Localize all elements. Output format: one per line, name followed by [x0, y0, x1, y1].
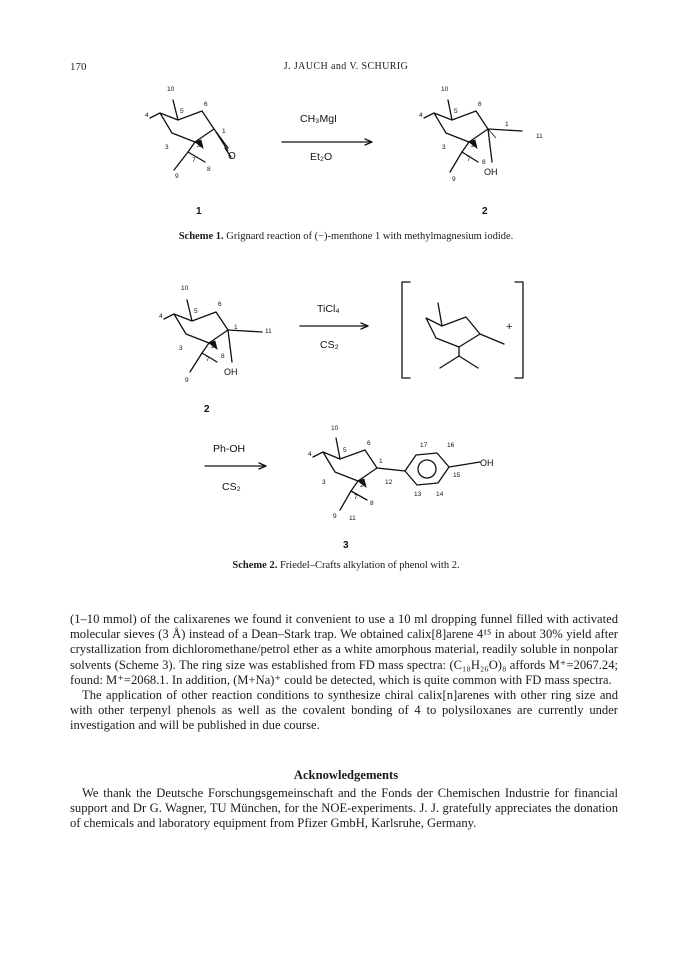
compound-number: 2: [204, 404, 210, 415]
atom-label: 5: [180, 108, 184, 115]
atom-label: 10: [331, 425, 339, 432]
hydroxyl-label: OH: [484, 167, 498, 177]
carbocation-structure: [426, 303, 504, 368]
paragraph: We thank the Deutsche Forschungsgemeinschaft and the Fonds der Chemischen Industrie for financial support and Dr G. Wagner, TU München, for the NOE-experiments. J. J. gratefully appreciates the donation of chemicals and laboratory equipment from Pfizer GmbH, Karlsruhe, Germany.: [70, 786, 618, 831]
atom-label: 6: [367, 440, 371, 447]
methylmenthol-structure: [424, 100, 522, 172]
hydroxyl-label: OH: [480, 458, 494, 468]
reagent-label: CS₂: [222, 481, 241, 493]
atom-label: 9: [452, 176, 456, 183]
cation-charge: +: [506, 321, 513, 333]
atom-label: 17: [420, 442, 428, 449]
reagent-label: TiCl₄: [317, 303, 340, 315]
oxygen-label: O: [228, 151, 236, 162]
compound-number: 1: [196, 206, 202, 217]
atom-label: 2: [471, 142, 475, 149]
atom-label: 11: [349, 515, 356, 522]
atom-label: 15: [453, 472, 461, 479]
scheme-2-caption: Scheme 2. Friedel–Crafts alkylation of phenol with 2.: [232, 560, 460, 571]
compound-2-structure: [164, 300, 262, 372]
atom-label: 7: [206, 356, 210, 363]
atom-label: 13: [414, 491, 422, 498]
atom-label: 8: [370, 500, 374, 507]
left-bracket: [402, 282, 410, 378]
atom-label: 6: [218, 301, 222, 308]
running-head: J. JAUCH and V. SCHURIG: [283, 61, 409, 72]
atom-label: 12: [385, 479, 393, 486]
body-text: [70, 612, 618, 734]
scheme-1-caption: Scheme 1. Grignard reaction of (−)-menthone 1 with methylmagnesium iodide.: [178, 231, 514, 242]
atom-label: 4: [419, 112, 423, 119]
atom-label: 2: [211, 343, 215, 350]
atom-label: 4: [145, 112, 149, 119]
menthone-structure: [150, 100, 231, 170]
atom-label: 8: [207, 166, 211, 173]
compound-number: 3: [343, 540, 349, 551]
atom-label: 5: [194, 308, 198, 315]
reagent-label: CH₃MgI: [300, 113, 337, 125]
atom-label: 14: [436, 491, 444, 498]
reagent-label: CS₂: [320, 339, 339, 351]
atom-label: 1: [222, 128, 226, 135]
atom-label: 9: [175, 173, 179, 180]
atom-label: 1: [379, 458, 383, 465]
atom-label: 11: [536, 133, 543, 140]
atom-label: 5: [343, 447, 347, 454]
reagent-label: Et₂O: [310, 151, 333, 163]
atom-label: 7: [192, 157, 196, 164]
atom-label: 6: [204, 101, 208, 108]
atom-label: 3: [165, 144, 169, 151]
atom-label: 8: [221, 353, 225, 360]
hydroxyl-label: OH: [224, 367, 238, 377]
atom-label: 7: [354, 494, 358, 501]
atom-label: 10: [181, 285, 189, 292]
atom-label: 10: [167, 86, 175, 93]
atom-label: 8: [482, 159, 486, 166]
compound-number: 2: [482, 206, 488, 217]
atom-label: 1: [234, 324, 238, 331]
atom-label: 11: [265, 328, 272, 335]
acknowledgements-text: [70, 786, 618, 832]
acknowledgements-heading: Acknowledgements: [293, 768, 399, 782]
right-bracket: [515, 282, 523, 378]
atom-label: 4: [159, 313, 163, 320]
atom-label: 3: [442, 144, 446, 151]
atom-label: 2: [360, 482, 364, 489]
atom-label: 6: [478, 101, 482, 108]
page-number: 170: [70, 61, 87, 73]
atom-label: 7: [467, 156, 471, 163]
atom-label: 4: [308, 451, 312, 458]
reagent-label: Ph-OH: [213, 443, 246, 455]
atom-label: 9: [333, 513, 337, 520]
atom-label: 1: [505, 121, 509, 128]
atom-label: 3: [179, 345, 183, 352]
atom-label: 5: [454, 108, 458, 115]
atom-label: 10: [441, 86, 449, 93]
atom-label: 16: [447, 442, 455, 449]
atom-label: 3: [322, 479, 326, 486]
paragraph: The application of other reaction conditions to synthesize chiral calix[n]arenes with other ring size and with other terpenyl phenols as well as the covalent bonding of 4 to polysiloxanes are currently under investigation and will be published in due course.: [70, 688, 618, 733]
atom-label: 9: [185, 377, 189, 384]
atom-label: 2: [197, 142, 201, 149]
paragraph: (1–10 mmol) of the calixarenes we found it convenient to use a 10 ml dropping funnel filled with activated molecular sieves (3 Å) instead of a Dean–Stark trap. We obtained calix[8]arene 4¹⁵ in about 30% yield after crystallization from dichloromethane/petrol ether as a white amorphous material, readily soluble in nonpolar solvents (Scheme 3). The ring size was established from FD mass spectra: (C₁₈H₂₆O)₈ affords M⁺=2067.24; found: M⁺=2068.1. In addition, (M+Na)⁺ could be detected, which is quite common with FD mass spectra.: [70, 612, 618, 687]
